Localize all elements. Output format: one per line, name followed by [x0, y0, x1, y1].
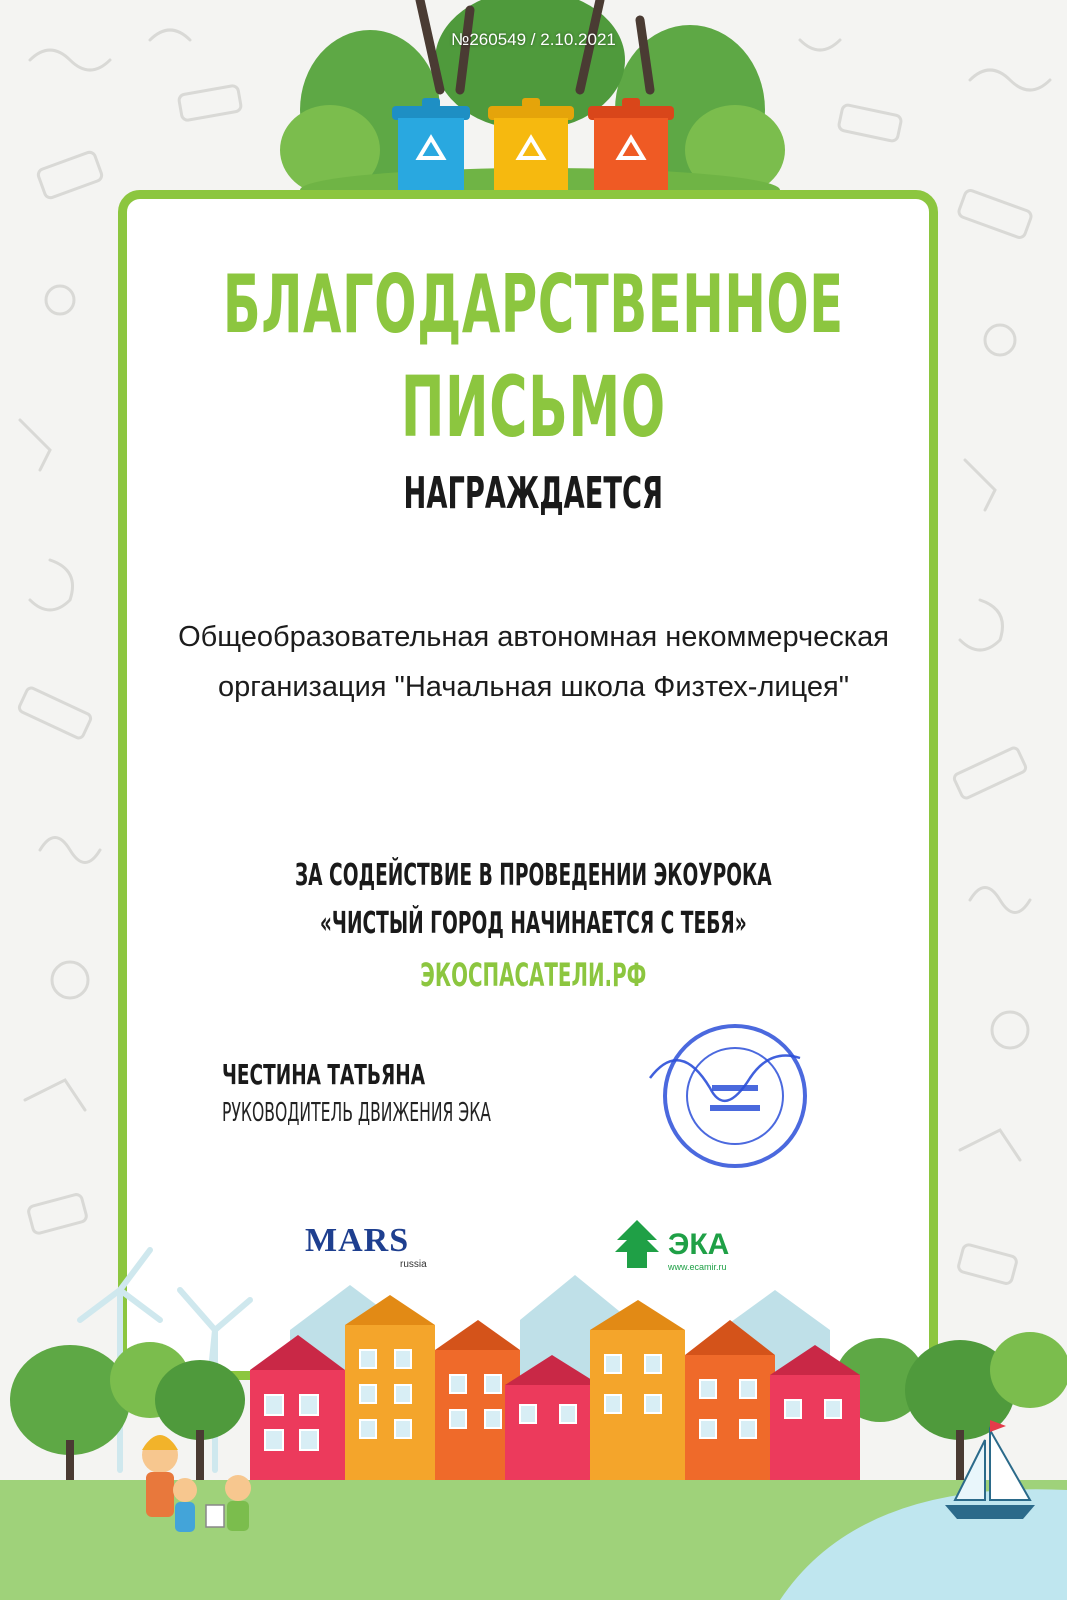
signer-name: ЧЕСТИНА ТАТЬЯНА — [222, 1058, 425, 1091]
reason-line2: «ЧИСТЫЙ ГОРОД НАЧИНАЕТСЯ С ТЕБЯ» — [319, 906, 747, 941]
eka-logo: ЭКА — [668, 1228, 730, 1261]
certificate-title-line2: ПИСЬМО — [400, 358, 666, 456]
red-recycling-bin — [588, 98, 674, 190]
eka-url: www.ecamir.ru — [668, 1262, 727, 1272]
awarded-subtitle: НАГРАЖДАЕТСЯ — [403, 468, 664, 519]
document-number: №260549 / 2.10.2021 — [451, 30, 616, 49]
signer-role: РУКОВОДИТЕЛЬ ДВИЖЕНИЯ ЭКА — [222, 1098, 491, 1128]
reason-line1: ЗА СОДЕЙСТВИЕ В ПРОВЕДЕНИИ ЭКОУРОКА — [294, 858, 772, 893]
recipient-name: Общеобразовательная автономная некоммерческая организация "Начальная школа Физтех-лицея" — [178, 621, 889, 703]
mars-logo: MARS — [305, 1222, 410, 1259]
stamp-icon — [640, 1018, 820, 1168]
website-label: ЭКОСПАСАТЕЛИ.РФ — [420, 956, 647, 994]
yellow-recycling-bin — [488, 98, 574, 190]
mars-logo-subtitle: russia — [400, 1259, 427, 1270]
eka-tree-icon — [612, 1218, 662, 1270]
certificate-title-line1: БЛАГОДАРСТВЕННОЕ — [222, 258, 844, 351]
blue-recycling-bin — [392, 98, 470, 190]
